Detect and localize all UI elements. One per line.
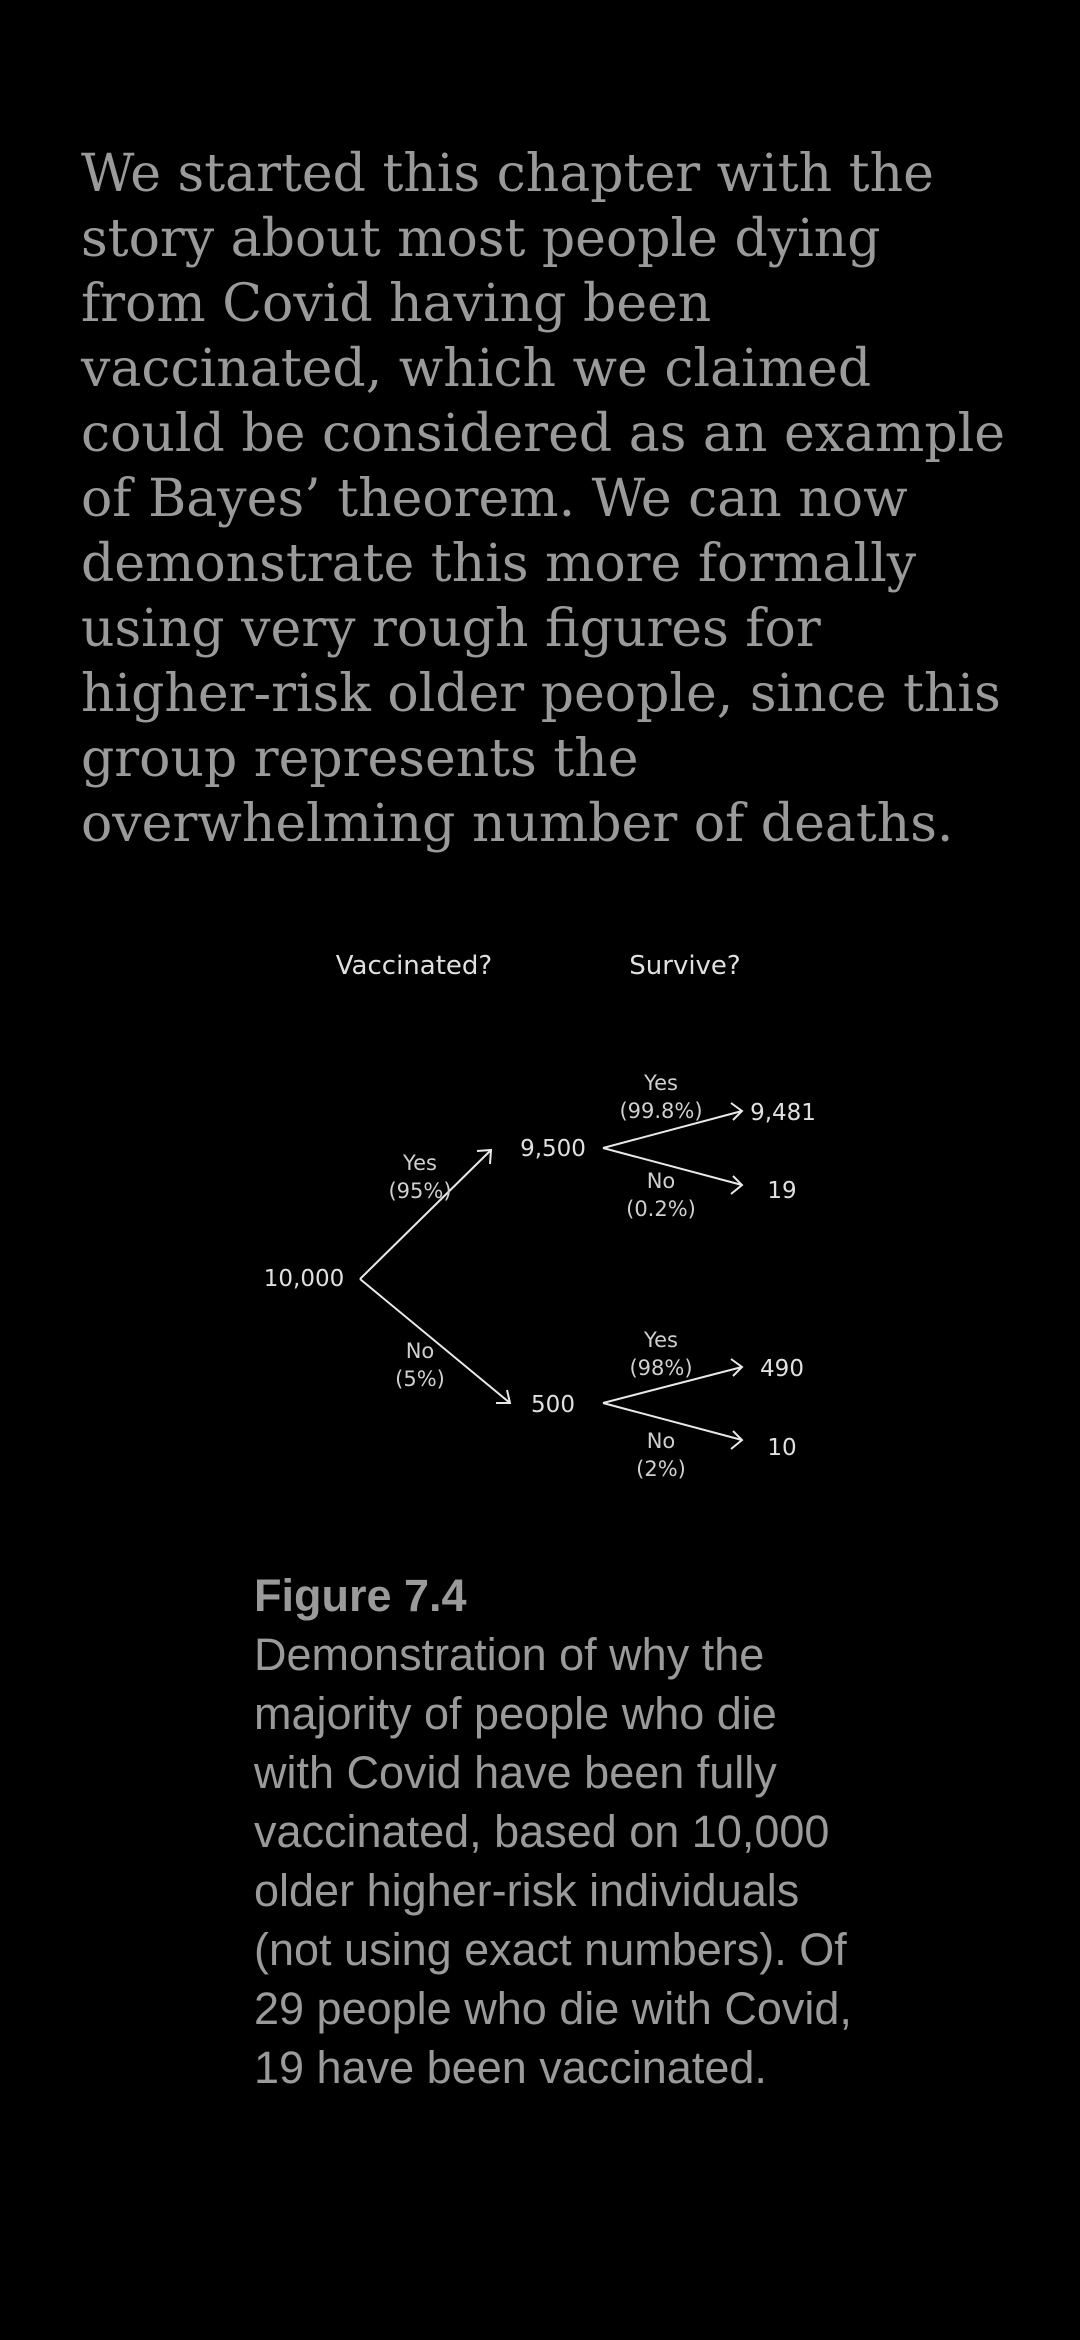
leaf-vacc-survive-count: 9,481 [750,1100,816,1126]
label-vacc-survive-yes: Yes [644,1071,678,1095]
node-unvaccinated-count: 500 [531,1392,575,1418]
label-unvacc-survive-yes: Yes [644,1328,678,1352]
header-survive: Survive? [629,951,741,981]
label-vaccinated-yes-pct: (95%) [388,1179,452,1203]
label-unvaccinated-no: No [405,1339,435,1363]
figure-title: Figure 7.4 [254,1570,467,1621]
label-unvacc-survive-no-pct: (2%) [636,1457,686,1481]
leaf-unvacc-die-count: 10 [767,1435,797,1461]
label-unvaccinated-no-pct: (5%) [395,1367,445,1391]
label-vacc-survive-yes-pct: (99.8%) [619,1099,703,1123]
label-vacc-survive-no-pct: (0.2%) [626,1197,696,1221]
label-unvacc-survive-yes-pct: (98%) [629,1356,693,1380]
root-node: 10,000 [263,1266,345,1292]
leaf-vacc-die-count: 19 [767,1178,797,1204]
figure-caption-text: Demonstration of why the majority of people who die with Covid have been fully vaccinated, based on 10,000 older higher-risk individuals (not using exact numbers). Of 29 people who die with Covid, 19 have been vaccinated. [254,1629,852,2093]
body-paragraph: We started this chapter with the story about most people dying from Covid having been vaccinated, which we claimed could be considered as an example of Bayes’ theorem. We can now demonstrate this more formally using very rough figures for higher-risk older people, since this group represents the overwhelming number of deaths. [81,144,1006,854]
figure-caption [254,1566,854,2097]
label-unvacc-survive-no: No [646,1429,676,1453]
header-vaccinated: Vaccinated? [335,951,493,981]
label-vacc-survive-no: No [646,1169,676,1193]
label-vaccinated-yes: Yes [403,1151,437,1175]
leaf-unvacc-survive-count: 490 [760,1356,804,1382]
node-vaccinated-count: 9,500 [520,1136,586,1162]
